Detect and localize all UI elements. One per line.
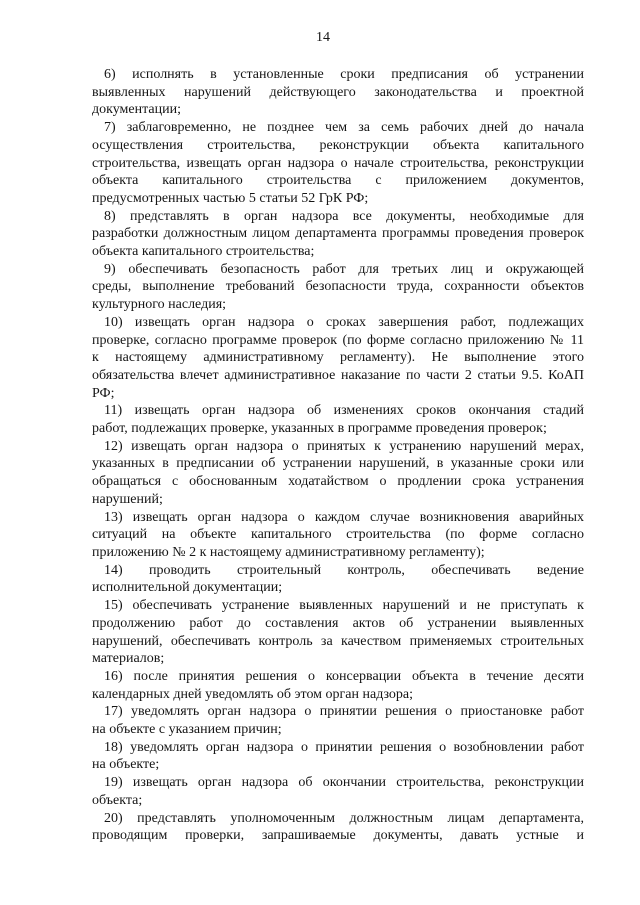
text-line: исполнительной документации; xyxy=(92,580,283,596)
text-line: нарушений; xyxy=(92,491,163,507)
text-line: разработки должностным лицом департамента программы проведения проверок xyxy=(92,226,584,242)
text-line: нарушений, обеспечивать контроль за качеством применяемых строительных xyxy=(92,633,584,649)
text-line: календарных дней уведомлять об этом орган надзора; xyxy=(92,686,414,702)
text-line: 10) извещать орган надзора о сроках завершения работ, подлежащих xyxy=(104,314,584,330)
text-line: 12) извещать орган надзора о принятых к устранению нарушений мерах, xyxy=(104,438,584,454)
text-line: объекта капитального строительства; xyxy=(92,244,315,260)
text-line: 14) проводить строительный контроль, обеспечивать ведение xyxy=(104,562,584,578)
text-line: 18) уведомлять орган надзора о принятии решения о возобновлении работ xyxy=(104,739,584,755)
text-line: 15) обеспечивать устранение выявленных нарушений и не приступать к xyxy=(104,598,584,614)
text-line: обязательства влечет административное наказание по части 2 статьи 9.5. КоАП xyxy=(92,367,584,383)
text-line: проводящим проверки, запрашиваемые документы, давать устные и xyxy=(92,828,584,844)
list-item xyxy=(92,739,584,774)
list-item xyxy=(92,66,584,119)
text-line: 11) извещать орган надзора об изменениях сроков окончания стадий xyxy=(104,403,584,419)
text-line: указанных в предписании об устранении нарушений, в указанные сроки или xyxy=(92,456,584,472)
text-line: предусмотренных частью 5 статьи 52 ГрК РФ; xyxy=(92,190,369,206)
list-item xyxy=(92,597,584,668)
text-line: строительства, извещать орган надзора о начале строительства, реконструкции xyxy=(92,155,584,171)
text-line: объекта; xyxy=(92,792,143,808)
page-number: 14 xyxy=(316,30,330,45)
text-line: культурного наследия; xyxy=(92,297,227,313)
text-line: к настоящему административному регламенту). Не выполнение этого xyxy=(92,350,584,366)
text-line: объекта капитального строительства с приложением документов, xyxy=(92,173,584,189)
document-body xyxy=(92,66,584,845)
text-line: выявленных нарушений действующего законодательства и проектной xyxy=(92,84,584,100)
text-line: продолжению работ до составления актов об устранении выявленных xyxy=(92,615,584,631)
text-line: проверке, согласно программе проверок (по форме согласно приложению № 11 xyxy=(92,332,584,348)
text-line: среды, выполнение требований безопасности труда, сохранности объектов xyxy=(92,279,584,295)
text-line: документации; xyxy=(92,102,181,118)
list-item xyxy=(92,703,584,738)
text-line: материалов; xyxy=(92,651,165,667)
list-item xyxy=(92,261,584,314)
list-item xyxy=(92,774,584,809)
text-line: осуществления строительства, реконструкции объекта капитального xyxy=(92,137,584,153)
text-line: 13) извещать орган надзора о каждом случае возникновения аварийных xyxy=(104,509,584,525)
list-item xyxy=(92,810,584,845)
text-line: на объекте; xyxy=(92,757,160,773)
list-item xyxy=(92,402,584,437)
text-line: 17) уведомлять орган надзора о принятии решения о приостановке работ xyxy=(104,704,584,720)
text-line: на объекте с указанием причин; xyxy=(92,722,282,738)
text-line: работ, подлежащих проверке, указанных в программе проведения проверок; xyxy=(92,421,547,437)
text-line: 7) заблаговременно, не позднее чем за семь рабочих дней до начала xyxy=(104,120,584,136)
text-line: 8) представлять в орган надзора все документы, необходимые для xyxy=(104,208,584,224)
list-item xyxy=(92,314,584,403)
text-line: обращаться с обоснованным ходатайством о продлении срока устранения xyxy=(92,474,584,490)
list-item xyxy=(92,509,584,562)
text-line: 19) извещать орган надзора об окончании строительства, реконструкции xyxy=(104,775,584,791)
text-line: РФ; xyxy=(92,385,115,401)
text-line: ситуаций на объекте капитального строительства (по форме согласно xyxy=(92,527,584,543)
text-line: 6) исполнять в установленные сроки предписания об устранении xyxy=(104,67,584,82)
list-item xyxy=(92,208,584,261)
text-line: 20) представлять уполномоченным должностным лицам департамента, xyxy=(104,810,584,826)
list-item xyxy=(92,438,584,509)
text-line: 9) обеспечивать безопасность работ для третьих лиц и окружающей xyxy=(104,261,584,277)
list-item xyxy=(92,119,584,208)
text-line: приложению № 2 к настоящему административному регламенту); xyxy=(92,544,485,560)
text-line: 16) после принятия решения о консервации объекта в течение десяти xyxy=(104,668,584,684)
list-item xyxy=(92,562,584,597)
list-item xyxy=(92,668,584,703)
